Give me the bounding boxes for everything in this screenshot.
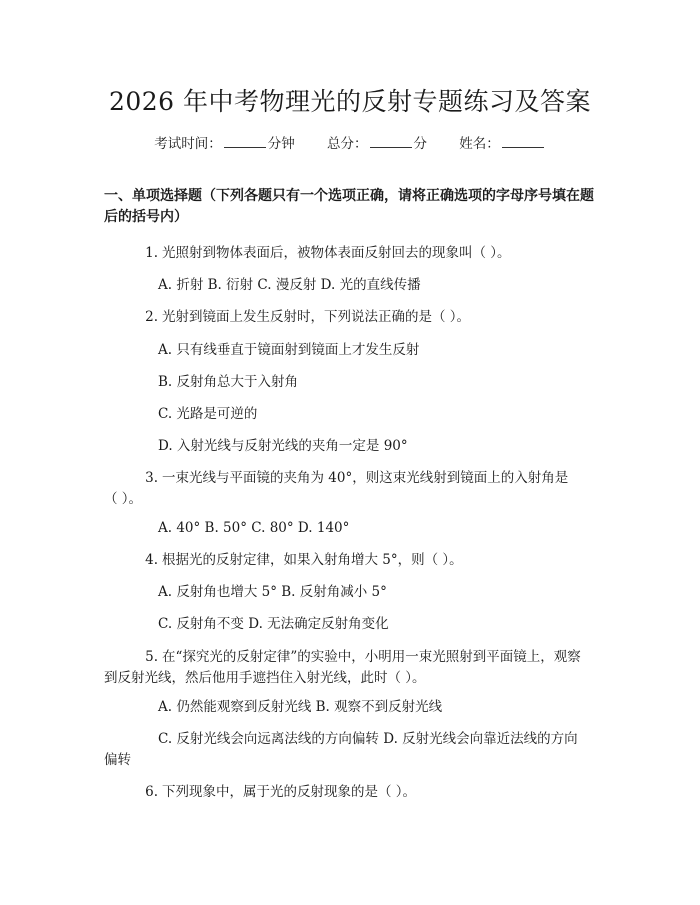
- question-text: 根据光的反射定律，如果入射角增大 5°，则（ ）。: [162, 552, 463, 568]
- question-4: [104, 550, 463, 571]
- exam-time-unit: 分钟: [267, 136, 295, 152]
- question-6: [104, 782, 416, 803]
- exam-time-blank: [224, 135, 266, 148]
- section-heading: 一、单项选择题（下列各题只有一个选项正确，请将正确选项的字母序号填在题后的括号内）: [104, 188, 594, 225]
- question-1-options: A. 折射 B. 衍射 C. 漫反射 D. 光的直线传播: [158, 277, 421, 293]
- question-2-option-b: B. 反射角总大于入射角: [158, 374, 299, 390]
- question-number: 6.: [145, 784, 158, 800]
- question-text: 光射到镜面上发生反射时，下列说法正确的是（ ）。: [162, 309, 471, 325]
- exam-time-field: [154, 136, 295, 152]
- name-field: [459, 136, 546, 152]
- question-1: [104, 243, 511, 264]
- question-5-options-cd: C. 反射光线会向远离法线的方向偏转 D. 反射光线会向靠近法线的方向: [158, 731, 578, 747]
- question-text: 下列现象中，属于光的反射现象的是（ ）。: [162, 784, 417, 800]
- exam-meta-line: [0, 132, 700, 152]
- total-score-field: [327, 136, 427, 152]
- question-5: [104, 647, 581, 668]
- question-5-text-continued: 到反射光线，然后他用手遮挡住入射光线，此时（ ）。: [104, 670, 426, 686]
- question-2-option-a: A. 只有线垂直于镜面射到镜面上才发生反射: [158, 342, 420, 358]
- question-text: 光照射到物体表面后，被物体表面反射回去的现象叫（ ）。: [162, 245, 511, 261]
- question-3-options: A. 40° B. 50° C. 80° D. 140°: [158, 520, 350, 536]
- page-title: 2026 年中考物理光的反射专题练习及答案: [108, 87, 592, 116]
- question-number: 3.: [145, 470, 158, 486]
- question-number: 2.: [145, 309, 158, 325]
- total-score-unit: 分: [413, 136, 427, 152]
- question-text: 在“探究光的反射定律”的实验中，小明用一束光照射到平面镜上，观察: [162, 649, 581, 665]
- question-2-option-d: D. 入射光线与反射光线的夹角一定是 90°: [158, 438, 408, 454]
- question-5-options-cd-continued: 偏转: [104, 752, 131, 768]
- question-4-options-cd: C. 反射角不变 D. 无法确定反射角变化: [158, 616, 389, 632]
- total-score-label: 总分：: [327, 136, 368, 152]
- total-score-blank: [370, 135, 412, 148]
- name-blank: [502, 135, 544, 148]
- question-number: 1.: [145, 245, 158, 261]
- question-3-text-continued: （ ）。: [104, 491, 143, 507]
- question-2-option-c: C. 光路是可逆的: [158, 406, 258, 422]
- exam-time-label: 考试时间：: [154, 136, 222, 152]
- question-5-options-ab: A. 仍然能观察到反射光线 B. 观察不到反射光线: [158, 699, 443, 715]
- name-label: 姓名：: [459, 136, 500, 152]
- question-2: [104, 307, 470, 328]
- question-text: 一束光线与平面镜的夹角为 40°，则这束光线射到镜面上的入射角是: [162, 470, 569, 486]
- question-number: 5.: [145, 649, 158, 665]
- question-number: 4.: [145, 552, 158, 568]
- question-3: [104, 468, 568, 489]
- question-4-options-ab: A. 反射角也增大 5° B. 反射角减小 5°: [158, 584, 387, 600]
